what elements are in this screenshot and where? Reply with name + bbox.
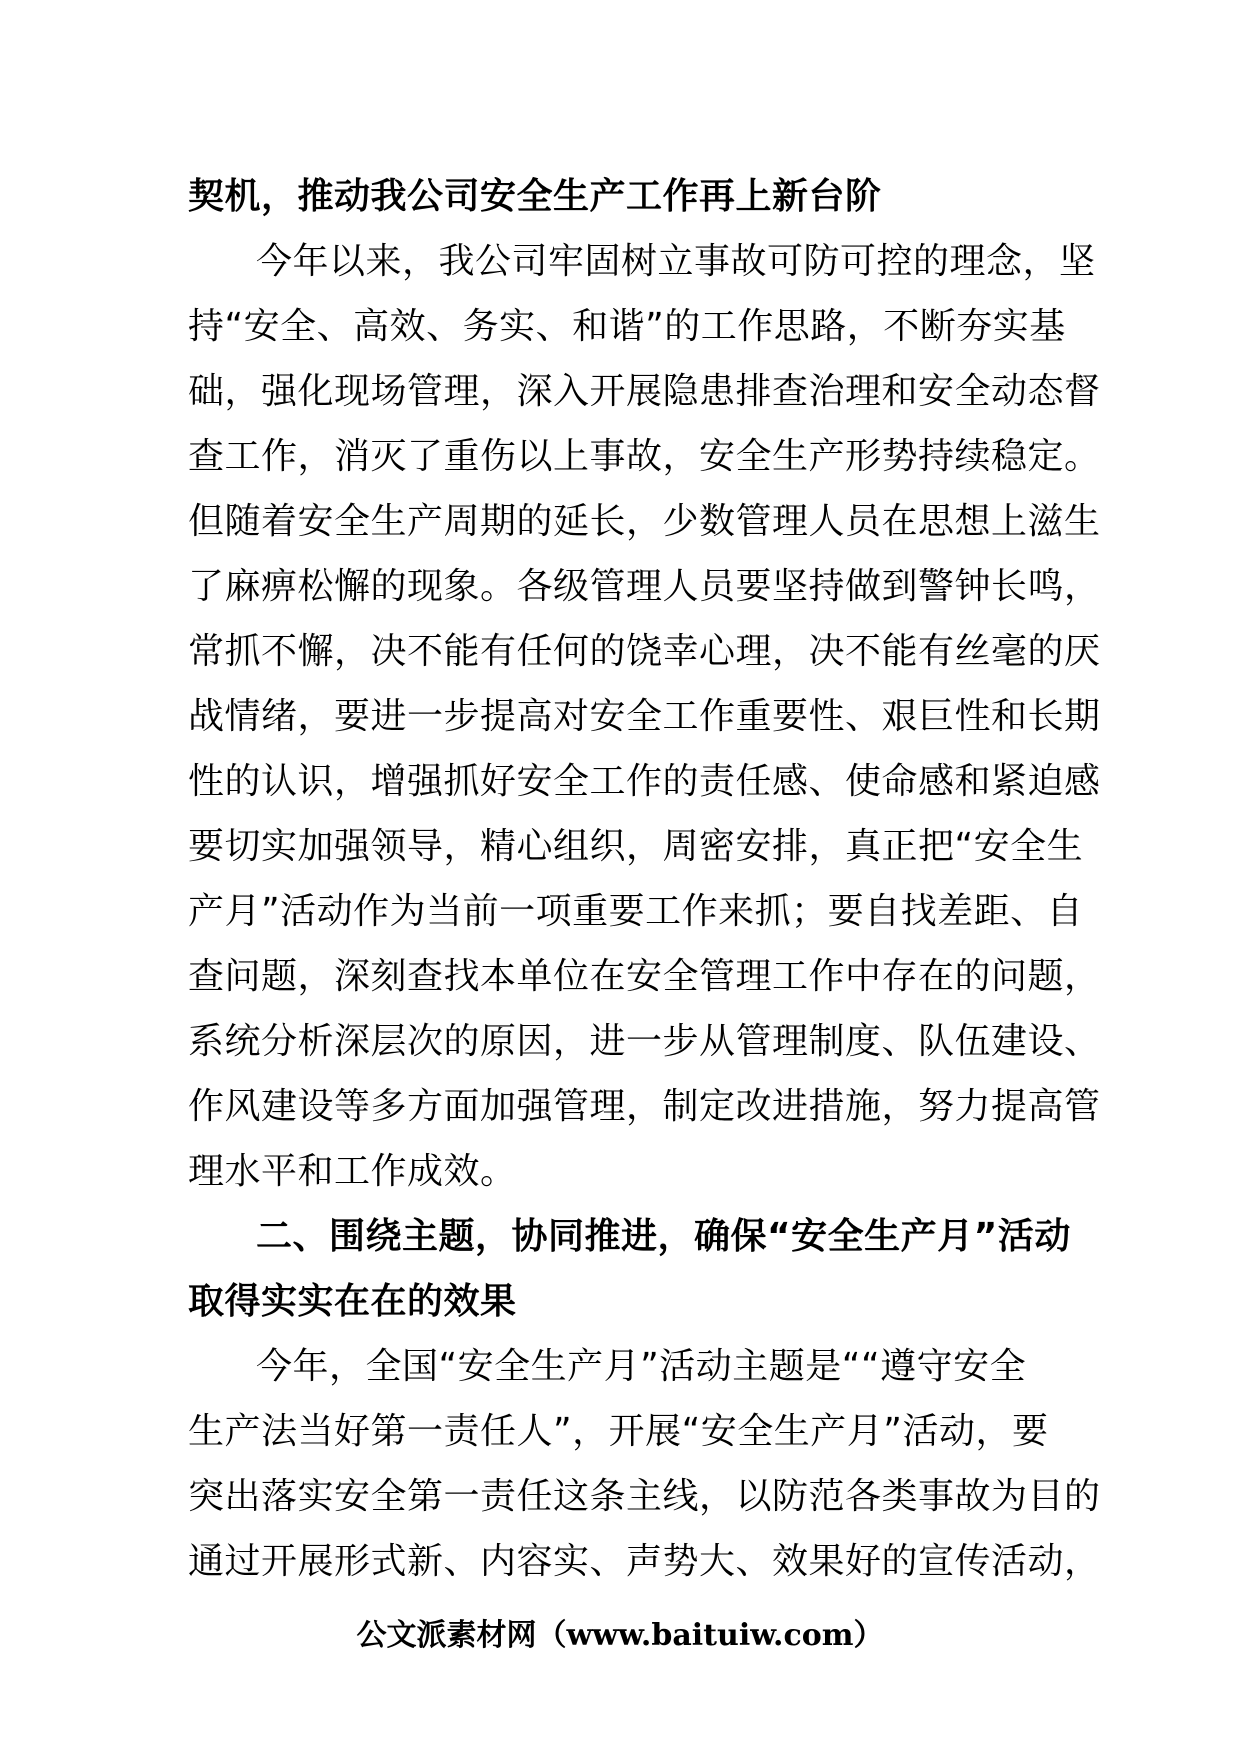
paragraph-first-line: 今年以来，我公司牢固树立事故可防可控的理念，坚 bbox=[256, 241, 1096, 282]
text-line: 要切实加强领导，精心组织，周密安排，真正把“安全生 bbox=[188, 826, 1084, 867]
text-line: 战情绪，要进一步提高对安全工作重要性、艰巨性和长期 bbox=[188, 696, 1101, 737]
section-heading-continued: 取得实实在在的效果 bbox=[188, 1281, 517, 1322]
text-line: 础，强化现场管理，深入开展隐患排查治理和安全动态督 bbox=[188, 371, 1101, 412]
text-line: 常抓不懈，决不能有任何的饶幸心理，决不能有丝毫的厌 bbox=[188, 631, 1101, 672]
text-line: 查工作，消灭了重伤以上事故，安全生产形势持续稳定。 bbox=[188, 436, 1101, 477]
text-line: 作风建设等多方面加强管理，制定改进措施，努力提高管 bbox=[188, 1086, 1101, 1127]
text-line: 突出落实安全第一责任这条主线，以防范各类事故为目的 bbox=[188, 1476, 1101, 1517]
text-line: 查问题，深刻查找本单位在安全管理工作中存在的问题， bbox=[188, 956, 1101, 997]
text-line: 通过开展形式新、内容实、声势大、效果好的宣传活动， bbox=[188, 1541, 1101, 1582]
text-line: 契机，推动我公司安全生产工作再上新台阶 bbox=[188, 176, 882, 217]
text-line: 了麻痹松懈的现象。各级管理人员要坚持做到警钟长鸣， bbox=[188, 566, 1101, 607]
text-line: 性的认识，增强抓好安全工作的责任感、使命感和紧迫感 bbox=[188, 761, 1101, 802]
text-line: 产月”活动作为当前一项重要工作来抓；要自找差距、自 bbox=[188, 891, 1084, 932]
document-body bbox=[188, 164, 1101, 1594]
page-footer: 公文派素材网（www.baituiw.com） bbox=[356, 1618, 884, 1653]
text-line: 生产法当好第一责任人”，开展“安全生产月”活动，要 bbox=[188, 1411, 1049, 1452]
paragraph-first-line: 今年，全国“安全生产月”活动主题是““遵守安全 bbox=[256, 1346, 1027, 1387]
text-line: 理水平和工作成效。 bbox=[188, 1151, 517, 1192]
section-heading: 二、围绕主题，协同推进，确保“安全生产月”活动 bbox=[256, 1216, 1071, 1257]
text-line: 持“安全、高效、务实、和谐”的工作思路，不断夯实基 bbox=[188, 306, 1066, 347]
text-line: 系统分析深层次的原因，进一步从管理制度、队伍建设、 bbox=[188, 1021, 1101, 1062]
text-line: 但随着安全生产周期的延长，少数管理人员在思想上滋生 bbox=[188, 501, 1101, 542]
